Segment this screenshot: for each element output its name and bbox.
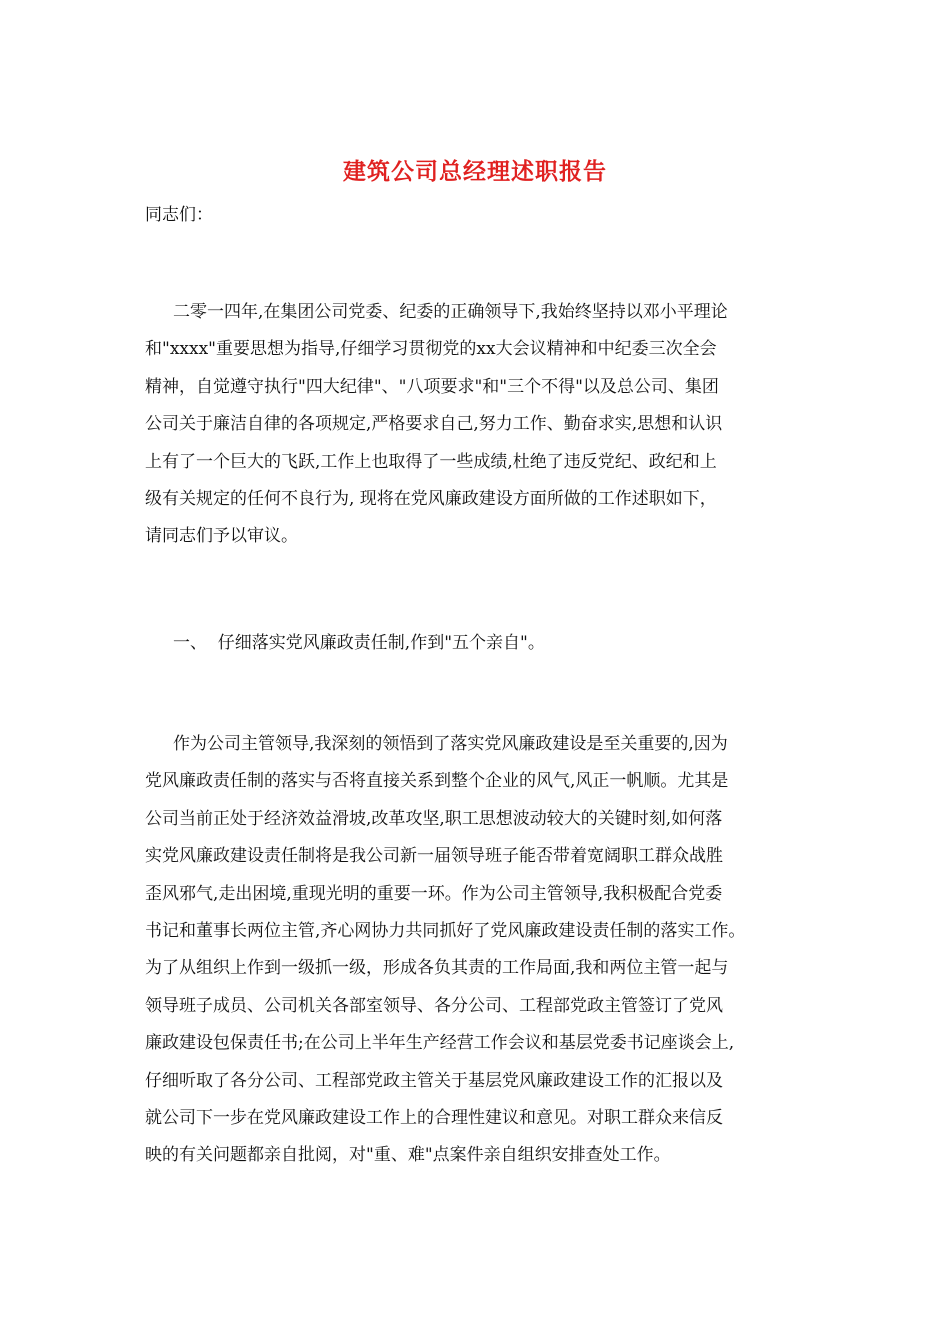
text-line: 歪风邪气,走出困境,重现光明的重要一环。作为公司主管领导,我积极配合党委 bbox=[145, 883, 723, 904]
text-line: 书记和董事长两位主管,齐心网协力共同抓好了党风廉政建设责任制的落实工作。 bbox=[145, 920, 746, 941]
text-line: 精神，自觉遵守执行"四大纪律"、"八项要求"和"三个不得"以及总公司、集团 bbox=[145, 376, 719, 397]
text-line: 领导班子成员、公司机关各部室领导、各分公司、工程部党政主管签订了党风 bbox=[145, 995, 723, 1016]
text-line: 级有关规定的任何不良行为, 现将在党风廉政建设方面所做的工作述职如下， bbox=[145, 488, 717, 509]
text-line: 公司关于廉洁自律的各项规定,严格要求自己,努力工作、勤奋求实,思想和认识 bbox=[145, 414, 723, 435]
text-line: 仔细听取了各分公司、工程部党政主管关于基层党风廉政建设工作的汇报以及 bbox=[145, 1070, 723, 1091]
paragraph-section-1 bbox=[145, 726, 825, 1175]
text-line: 上有了一个巨大的飞跃,工作上也取得了一些成绩,杜绝了违反党纪、政纪和上 bbox=[145, 451, 717, 472]
text-line: 映的有关问题都亲自批阅，对"重、难"点案件亲自组织安排查处工作。 bbox=[145, 1145, 671, 1166]
text-line: 党风廉政责任制的落实与否将直接关系到整个企业的风气,风正一帆顺。尤其是 bbox=[145, 771, 729, 792]
text-line: 为了从组织上作到一级抓一级，形成各负其责的工作局面,我和两位主管一起与 bbox=[145, 958, 729, 979]
text-line: 公司当前正处于经济效益滑坡,改革攻坚,职工思想波动较大的关键时刻,如何落 bbox=[145, 808, 723, 829]
greeting: 同志们： bbox=[145, 205, 213, 225]
text-line: 请同志们予以审议。 bbox=[145, 526, 298, 547]
paragraph-intro bbox=[145, 294, 825, 556]
text-line: 廉政建设包保责任书;在公司上半年生产经营工作会议和基层党委书记座谈会上, bbox=[145, 1033, 735, 1054]
section-heading: 一、 仔细落实党风廉政责任制,作到"五个亲自"。 bbox=[173, 633, 545, 653]
text-line: 作为公司主管领导,我深刻的领悟到了落实党风廉政建设是至关重要的,因为 bbox=[173, 734, 728, 754]
document-title: 建筑公司总经理述职报告 bbox=[343, 158, 607, 185]
text-line: 实党风廉政建设责任制将是我公司新一届领导班子能否带着宽阔职工群众战胜 bbox=[145, 846, 723, 867]
text-line: 就公司下一步在党风廉政建设工作上的合理性建议和意见。对职工群众来信反 bbox=[145, 1107, 723, 1128]
text-line: 二零一四年,在集团公司党委、纪委的正确领导下,我始终坚持以邓小平理论 bbox=[173, 302, 728, 322]
text-line: 和"xxxx"重要思想为指导,仔细学习贯彻党的xx大会议精神和中纪委三次全会 bbox=[145, 339, 717, 360]
